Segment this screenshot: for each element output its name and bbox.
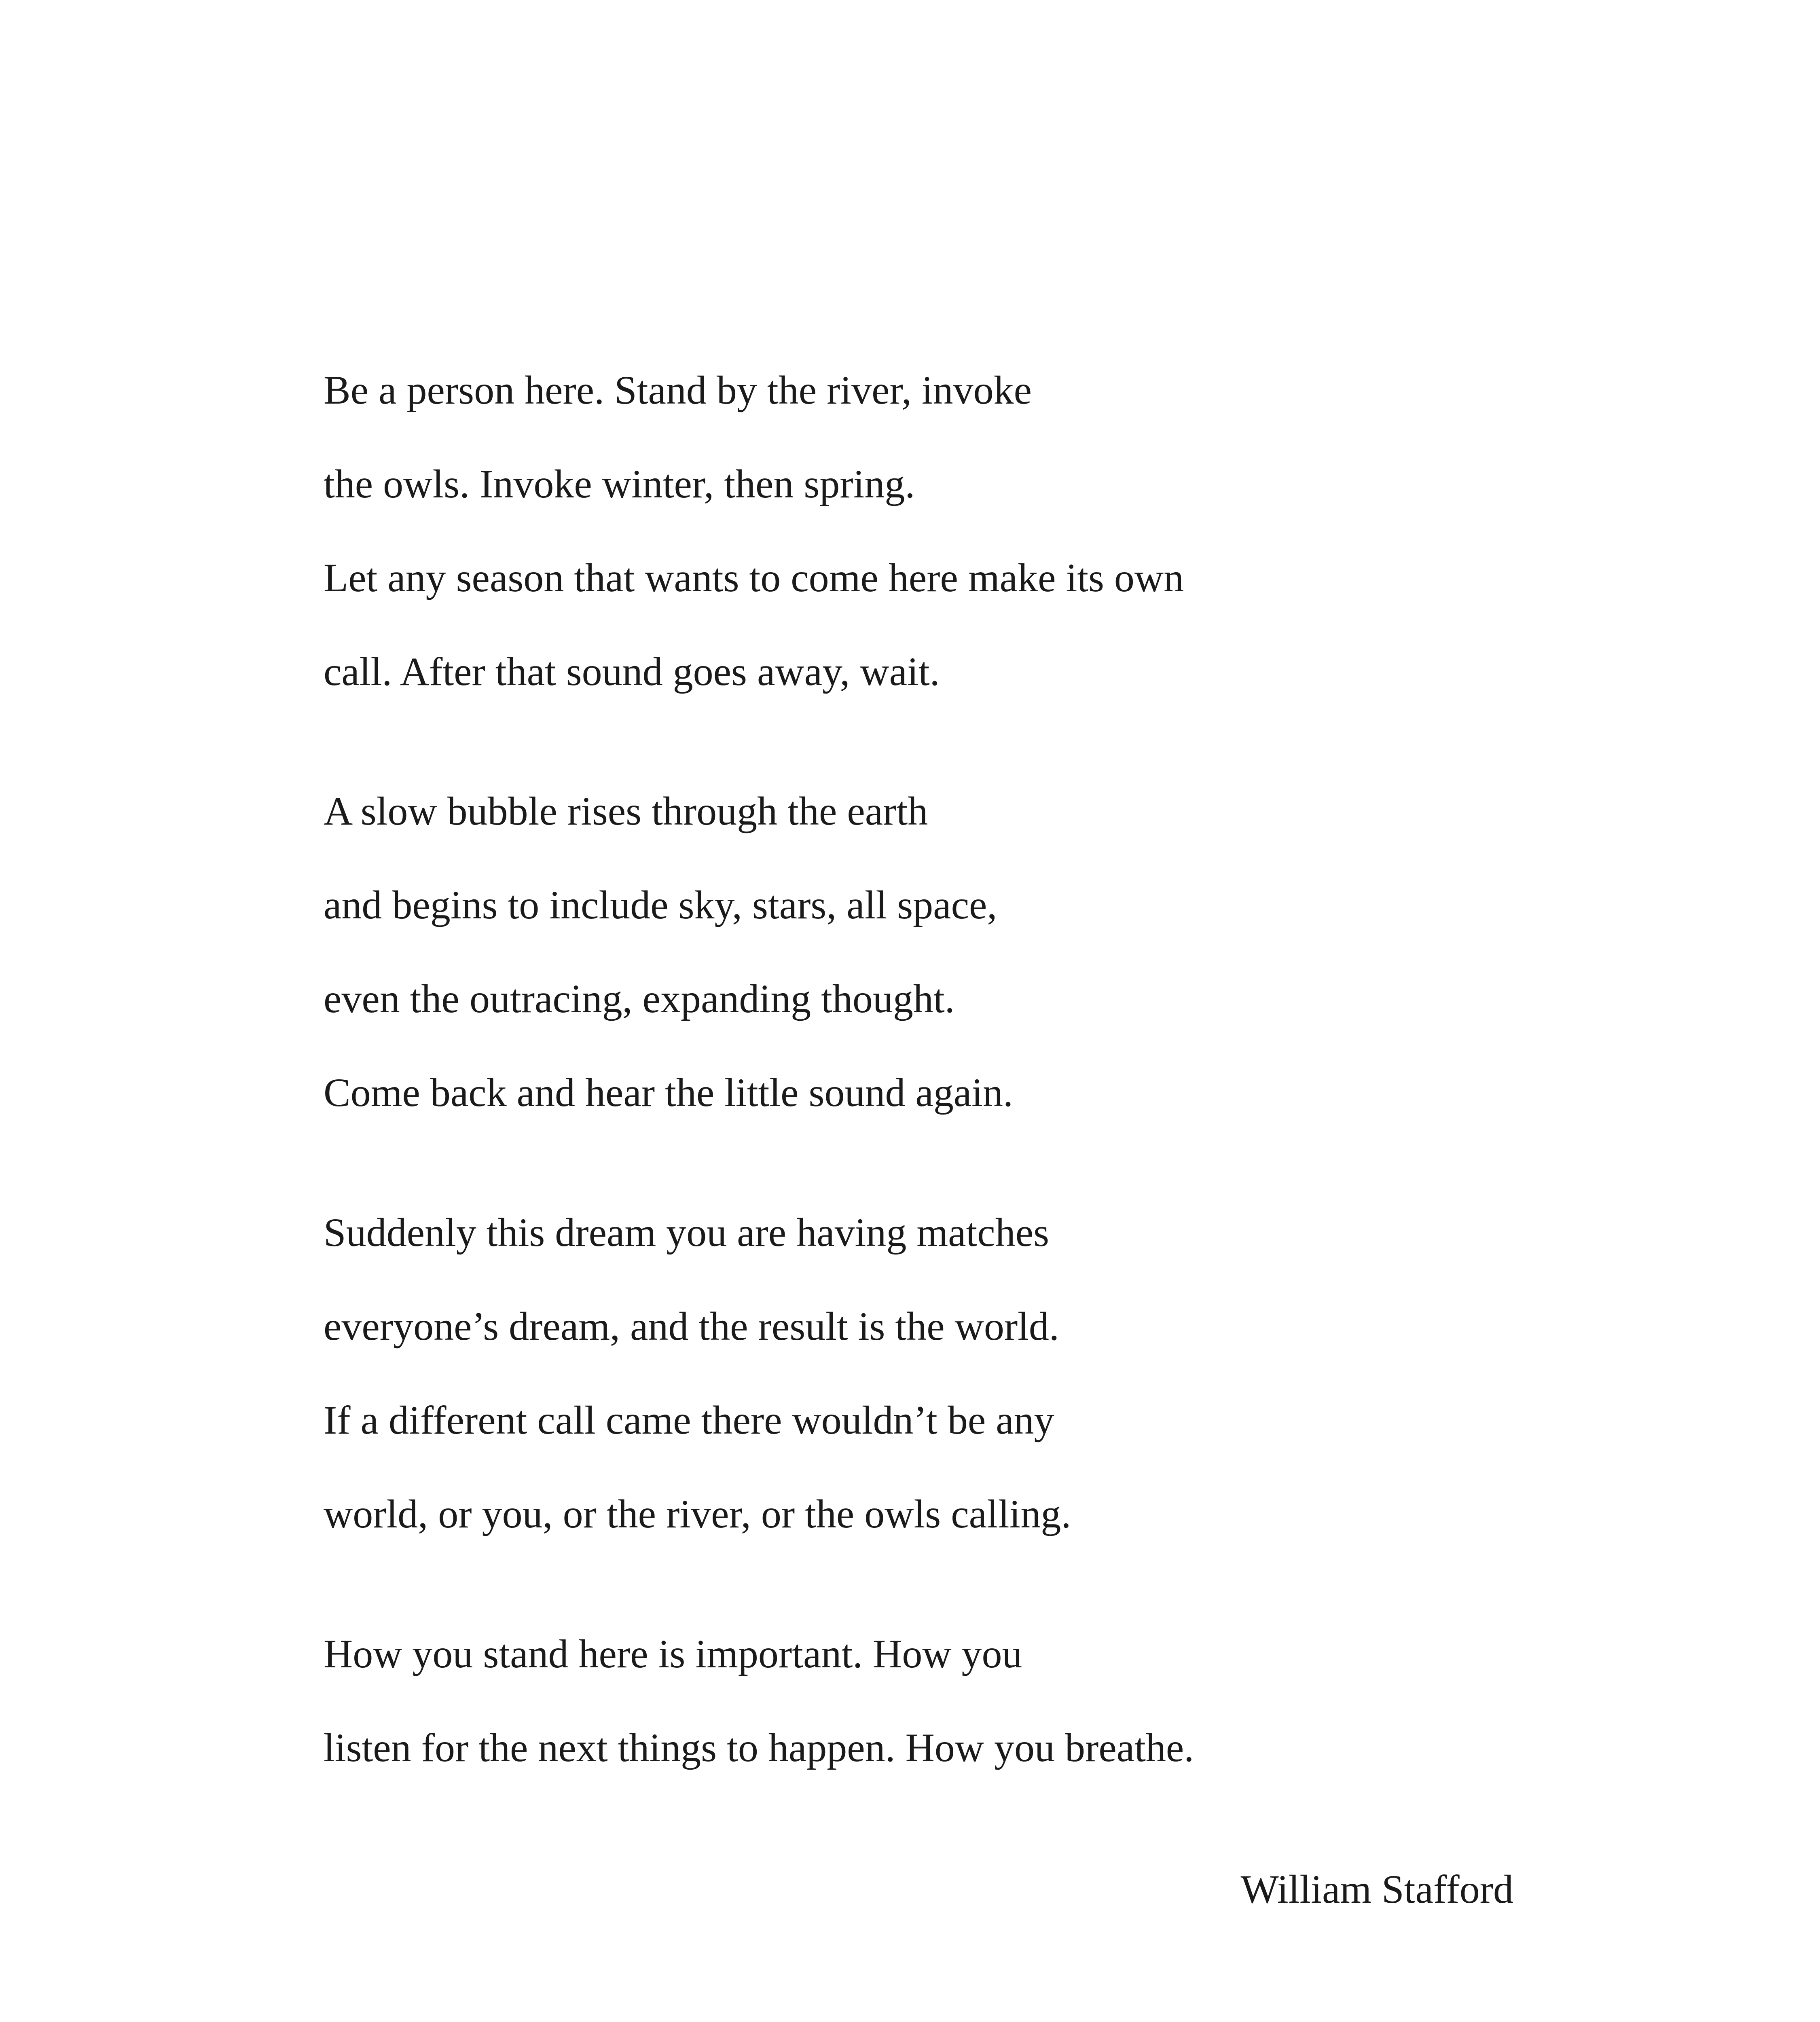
poem-line: even the outracing, expanding thought.	[324, 976, 955, 1021]
poem-line: How you stand here is important. How you	[324, 1631, 1022, 1676]
poem-line: the owls. Invoke winter, then spring.	[324, 461, 915, 506]
poem-line: world, or you, or the river, or the owls calling.	[324, 1491, 1071, 1536]
poem-line: listen for the next things to happen. How you breathe.	[324, 1725, 1194, 1770]
poem-line: Let any season that wants to come here make its own	[324, 555, 1184, 600]
poem-line: call. After that sound goes away, wait.	[324, 649, 940, 694]
poem-line: If a different call came there wouldn’t be any	[324, 1398, 1054, 1442]
poem-line: Be a person here. Stand by the river, invoke	[324, 368, 1032, 412]
poem-line: Come back and hear the little sound again.	[324, 1070, 1014, 1115]
poem-line: Suddenly this dream you are having matches	[324, 1210, 1049, 1255]
poem-line: everyone’s dream, and the result is the world.	[324, 1304, 1059, 1349]
poem-line: and begins to include sky, stars, all space,	[324, 882, 997, 927]
poem-line: A slow bubble rises through the earth	[324, 789, 928, 833]
author-attribution: William Stafford	[1240, 1867, 1513, 1912]
